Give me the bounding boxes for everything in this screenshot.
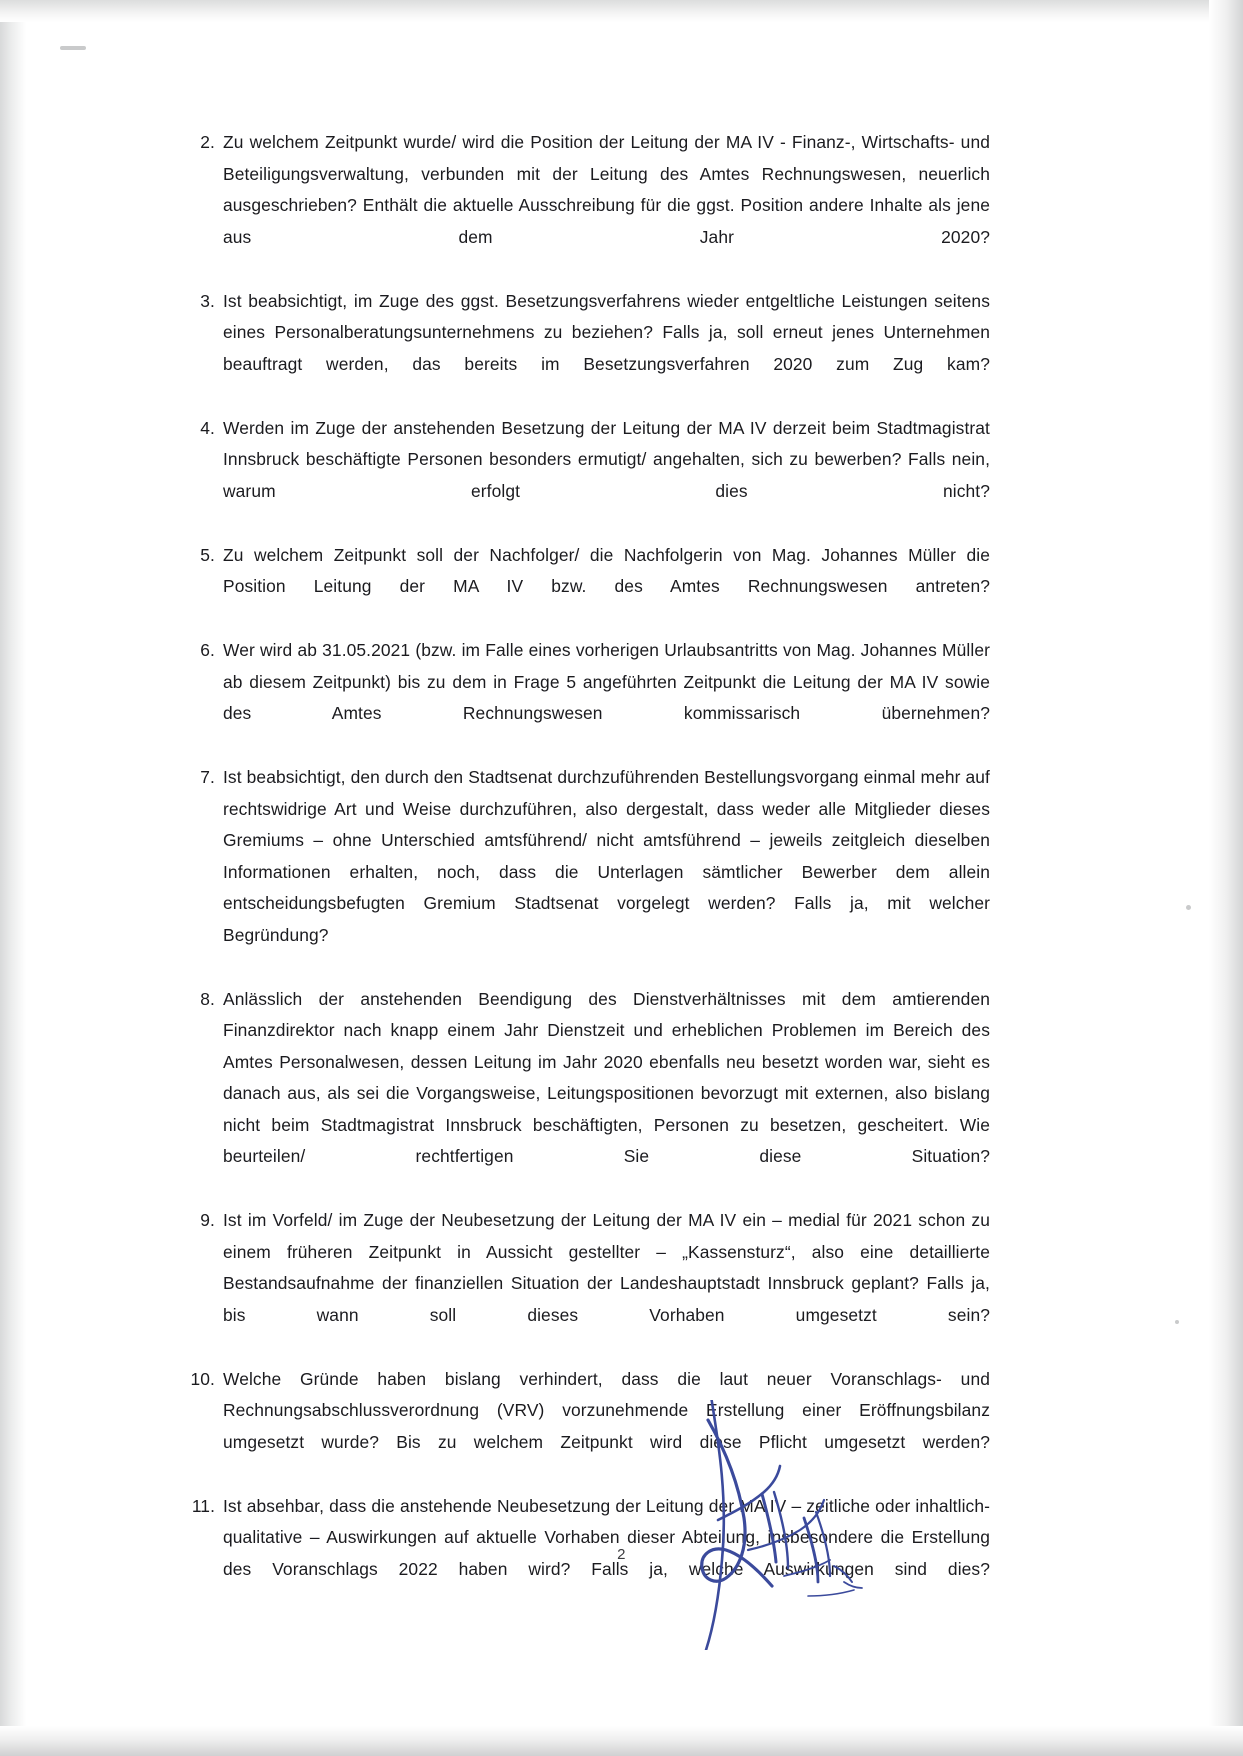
scan-speck — [1186, 905, 1191, 910]
question-list — [175, 127, 990, 1617]
list-item-text: Werden im Zuge der anstehenden Besetzung der Leitung der MA IV derzeit beim Stadtmagistrat Innsbruck beschäftigte Personen besonders ermutigt/ angehalten, sich zu bewerben? Falls nein, warum erfolgt dies nicht? — [223, 417, 990, 501]
scan-speck — [1175, 1320, 1179, 1324]
list-item-text: Zu welchem Zeitpunkt soll der Nachfolger/ die Nachfolgerin von Mag. Johannes Müller die Position Leitung der MA IV bzw. des Amtes Rechnungswesen antreten? — [223, 544, 990, 596]
page-number: 2 — [617, 1546, 626, 1563]
list-item-number: 4. — [200, 417, 215, 438]
list-item-number: 10. — [190, 1368, 215, 1389]
list-item — [175, 1364, 990, 1490]
list-item — [175, 540, 990, 635]
list-item-number: 5. — [200, 544, 215, 565]
list-item — [175, 127, 990, 285]
questions-section — [175, 127, 990, 1618]
list-item-text: Ist im Vorfeld/ im Zuge der Neubesetzung der Leitung der MA IV ein – medial für 2021 schon zu einem früheren Zeitpunkt in Aussicht gestellter – „Kassensturz“, also eine detaillierte Bestandsaufnahme der finanziellen Situation der Landeshauptstadt Innsbruck geplant? Falls ja, bis wann soll dieses Vorhaben umgesetzt sein? — [223, 1210, 990, 1325]
scan-speck — [60, 46, 86, 50]
list-item-text: Ist beabsichtigt, den durch den Stadtsenat durchzuführenden Bestellungsvorgang einmal mehr auf rechtswidrige Art und Weise durchzuführen, also dergestalt, dass weder alle Mitglieder dieses Gremiums – ohne Unterschied amtsführend/ nicht amtsführend – jeweils zeitgleich dieselben Informationen erhalten, noch, dass die Unterlagen sämtlicher Bewerber dem allein entscheidungsbefugten Gremium Stadtsenat vorgelegt werden? Falls ja, mit welcher Begründung? — [223, 767, 990, 945]
scan-edge-bottom — [0, 1726, 1243, 1756]
scan-edge-left — [0, 0, 26, 1756]
list-item-number: 8. — [200, 988, 215, 1009]
list-item — [175, 984, 990, 1205]
list-item-number: 2. — [200, 132, 215, 152]
list-item-text: Zu welchem Zeitpunkt wurde/ wird die Position der Leitung der MA IV - Finanz-, Wirtschafts- und Beteiligungsverwaltung, verbunden mit der Leitung des Amtes Rechnungswesen, neuerlich ausgeschrieben? Enthält die aktuelle Ausschreibung für die ggst. Position andere Inhalte als jene aus dem Jahr 2020? — [223, 132, 990, 247]
scan-edge-right — [1209, 0, 1243, 1756]
list-item-number: 7. — [200, 767, 215, 787]
page-footer — [0, 1546, 1243, 1564]
list-item — [175, 413, 990, 539]
list-item-number: 11. — [191, 1495, 215, 1516]
list-item-text: Welche Gründe haben bislang verhindert, dass die laut neuer Voranschlags- und Rechnungsabschlussverordnung (VRV) vorzunehmende Erstellung einer Eröffnungsbilanz umgesetzt wurde? Bis zu welchem Zeitpunkt wird diese Pflicht umgesetzt werden? — [223, 1368, 990, 1452]
list-item-number: 3. — [200, 290, 215, 311]
list-item — [175, 762, 990, 983]
list-item-text: Anlässlich der anstehenden Beendigung des Dienstverhältnisses mit dem amtierenden Finanzdirektor nach knapp einem Jahr Dienstzeit und erheblichen Problemen im Bereich des Amtes Personalwesen, dessen Leitung im Jahr 2020 ebenfalls neu besetzt worden war, sieht es danach aus, als sei die Vorgangsweise, Leitungspositionen bevorzugt mit externen, also bislang nicht beim Stadtmagistrat Innsbruck beschäftigten, Personen zu besetzen, gescheitert. Wie beurteilen/ rechtfertigen Sie diese Situation? — [223, 988, 990, 1166]
list-item-text: Ist beabsichtigt, im Zuge des ggst. Besetzungsverfahrens wieder entgeltliche Leistungen seitens eines Personalberatungsunternehmens zu beziehen? Falls ja, soll erneut jenes Unternehmen beauftragt werden, das bereits im Besetzungsverfahren 2020 zum Zug kam? — [223, 290, 990, 374]
list-item-number: 9. — [200, 1210, 215, 1230]
list-item-text: Ist absehbar, dass die anstehende Neubesetzung der Leitung der MA IV – zeitliche oder inhaltlich-qualitative – Auswirkungen auf aktuelle Vorhaben dieser Abteilung, insbesondere die Erstellung des Voranschlags 2022 haben wird? Falls ja, welche Auswirkungen sind dies? — [223, 1495, 990, 1579]
list-item — [175, 635, 990, 761]
list-item-text: Wer wird ab 31.05.2021 (bzw. im Falle eines vorherigen Urlaubsantritts von Mag. Johannes Müller ab diesem Zeitpunkt) bis zu dem in Frage 5 angeführten Zeitpunkt die Leitung der MA IV sowie des Amtes Rechnungswesen kommissarisch übernehmen? — [223, 640, 990, 723]
list-item — [175, 1205, 990, 1363]
scan-edge-top — [0, 0, 1243, 22]
list-item — [175, 286, 990, 412]
list-item-number: 6. — [200, 640, 215, 660]
